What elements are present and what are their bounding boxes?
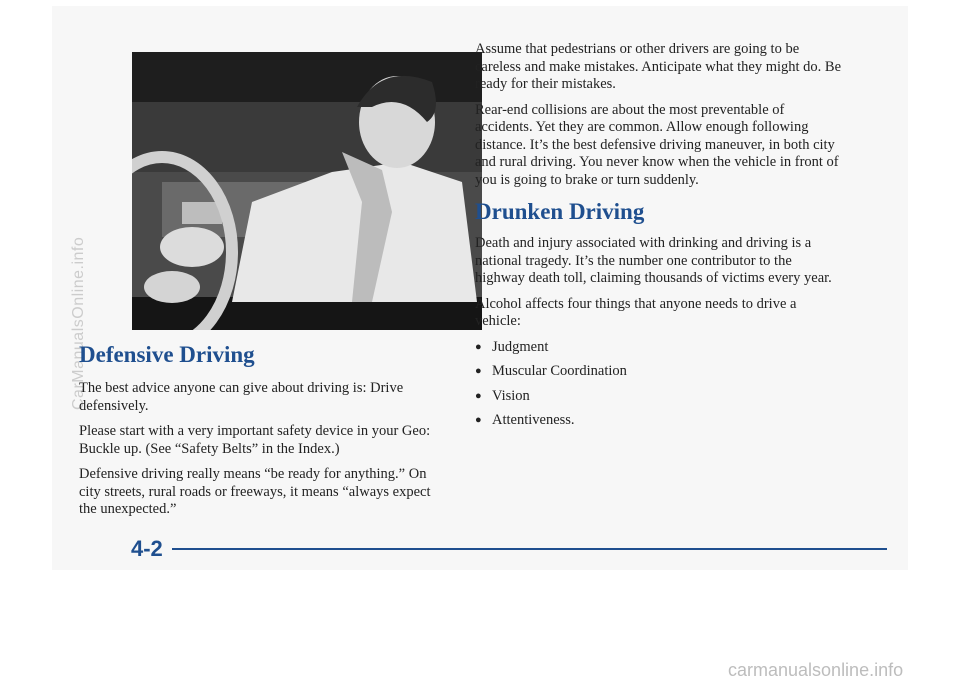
site-watermark: carmanualsonline.info: [728, 660, 904, 680]
bullet-icon: ●: [475, 340, 482, 353]
right-column: [475, 41, 845, 437]
paragraph: Defensive driving really means “be ready for anything.” On city streets, rural roads or freeways, it means “always expect the unexpected.”: [79, 466, 431, 517]
paragraph: Assume that pedestrians or other drivers are going to be careless and make mistakes. Anticipate what they might do. Be ready for their mistakes.: [475, 41, 842, 92]
vertical-watermark: CarManualsOnline.info: [70, 236, 87, 410]
paragraph: Rear-end collisions are about the most preventable of accidents. Yet they are common. Allow enough following distance. It’s the best defensive driving maneuver, in both city and rural driving. You never know when the vehicle in front of you is going to brake or turn suddenly.: [475, 101, 839, 188]
paragraph: The best advice anyone can give about driving is: Drive defensively.: [79, 380, 404, 414]
paragraph: Please start with a very important safety device in your Geo: Buckle up. (See “Safety Belts” in the Index.): [79, 423, 431, 457]
bullet-icon: ●: [475, 365, 482, 377]
driver-photo: [132, 52, 482, 330]
list-item: ● Muscular Coordination: [475, 363, 627, 379]
alcohol-effects-list: [475, 339, 845, 430]
heading-defensive-driving: Defensive Driving: [79, 342, 255, 367]
list-item: ● Attentiveness.: [475, 412, 575, 428]
page-number: 4-2: [131, 536, 163, 561]
left-column: [79, 340, 449, 527]
list-item: ● Vision: [475, 387, 530, 404]
paragraph: Death and injury associated with drinking and driving is a national tragedy. It’s the number one contributor to the highway death toll, claiming thousands of victims every year.: [475, 235, 832, 286]
heading-drunken-driving: Drunken Driving: [475, 199, 645, 224]
footer-rule: [172, 548, 887, 550]
list-item: ● Judgment: [475, 338, 549, 355]
paragraph: Alcohol affects four things that anyone needs to drive a vehicle:: [475, 295, 797, 329]
bullet-icon: ●: [475, 414, 482, 426]
bullet-icon: ●: [475, 389, 482, 402]
